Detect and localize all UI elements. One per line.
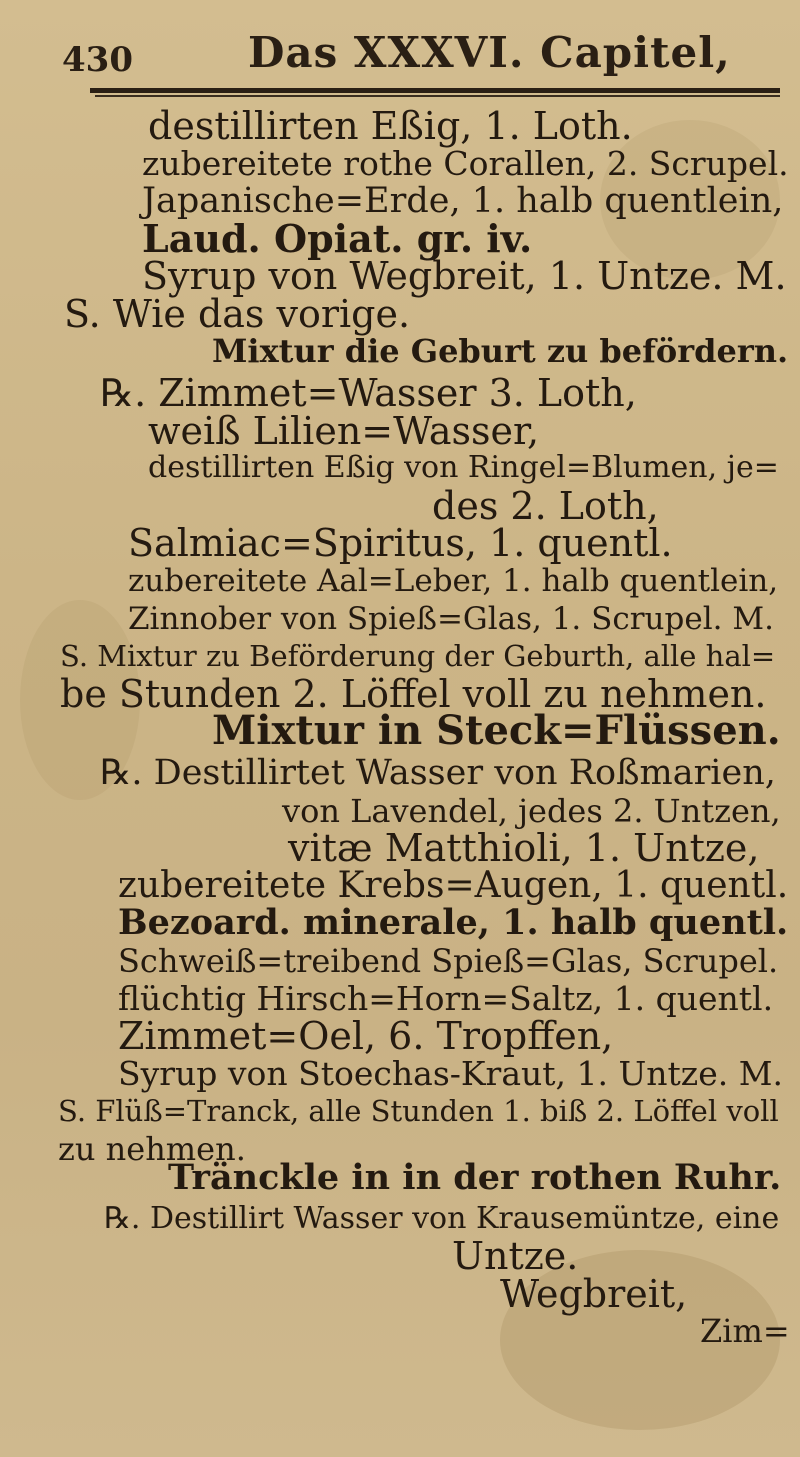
text-line: destillirten Eßig von Ringel=Blumen, je= xyxy=(148,450,779,485)
text-line: zubereitete Aal=Leber, 1. halb quentlein, xyxy=(128,563,779,599)
page-number: 430 xyxy=(62,40,133,80)
text-line: Schweiß=treibend Spieß=Glas, Scrupel. xyxy=(118,942,779,980)
text-line: vitæ Matthioli, 1. Untze, xyxy=(288,826,760,870)
section-heading: Mixtur die Geburt zu befördern. xyxy=(212,332,789,370)
text-line: Zinnober von Spieß=Glas, 1. Scrupel. M. xyxy=(128,601,774,637)
text-line: von Lavendel, jedes 2. Untzen, xyxy=(282,792,781,830)
text-line: Syrup von Wegbreit, 1. Untze. M. xyxy=(142,254,787,298)
text-line: weiß Lilien=Wasser, xyxy=(148,409,540,453)
text-line: Japanische=Erde, 1. halb quentlein, xyxy=(142,181,784,221)
header-rule-thin xyxy=(95,95,780,97)
text-line: Zimmet=Oel, 6. Tropffen, xyxy=(118,1014,614,1058)
section-heading: Tränckle in in der rothen Ruhr. xyxy=(168,1157,782,1198)
text-line: S. Flüß=Tranck, alle Stunden 1. biß 2. Löffel voll xyxy=(58,1094,779,1128)
text-line: flüchtig Hirsch=Horn=Saltz, 1. quentl. xyxy=(118,979,774,1018)
text-line: zu nehmen. xyxy=(58,1130,246,1168)
page-header xyxy=(0,22,800,92)
text-line: S. Wie das vorige. xyxy=(64,292,411,336)
text-line: Zim= xyxy=(700,1312,790,1350)
text-line: Bezoard. minerale, 1. halb quentl. xyxy=(118,902,789,943)
text-line: ℞. Destillirtet Wasser von Roßmarien, xyxy=(100,753,776,793)
text-line: destillirten Eßig, 1. Loth. xyxy=(148,104,633,148)
text-line: be Stunden 2. Löffel voll zu nehmen. xyxy=(60,672,767,716)
text-line: ℞. Zimmet=Wasser 3. Loth, xyxy=(100,371,637,415)
header-rule xyxy=(90,88,780,93)
text-line: S. Mixtur zu Beförderung der Geburth, alle hal= xyxy=(60,639,776,673)
text-line: Salmiac=Spiritus, 1. quentl. xyxy=(128,521,673,565)
text-line: zubereitete Krebs=Augen, 1. quentl. xyxy=(118,865,789,906)
text-line: Untze. xyxy=(452,1234,579,1278)
text-line: des 2. Loth, xyxy=(432,484,659,528)
text-line: ℞. Destillirt Wasser von Krausemüntze, eine xyxy=(104,1201,780,1236)
text-line: Laud. Opiat. gr. iv. xyxy=(142,216,533,261)
section-heading: Mixtur in Steck=Flüssen. xyxy=(212,707,781,754)
text-line: Wegbreit, xyxy=(500,1272,688,1316)
running-title: Das XXXVI. Capitel, xyxy=(248,28,731,77)
text-line: zubereitete rothe Corallen, 2. Scrupel. xyxy=(142,144,789,183)
text-line: Syrup von Stoechas-Kraut, 1. Untze. M. xyxy=(118,1054,783,1093)
